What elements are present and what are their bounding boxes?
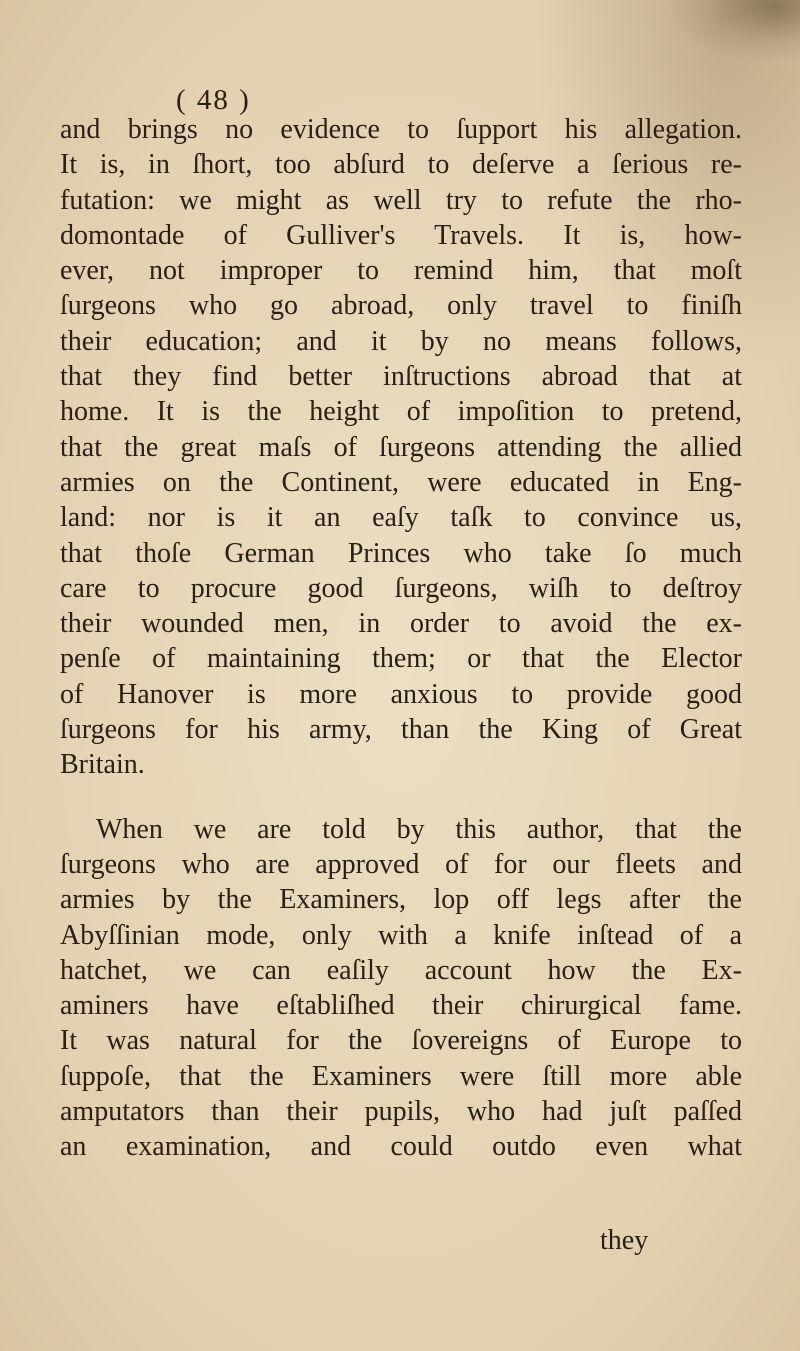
text-line: armies on the Continent, were educated in Eng- [60, 466, 742, 498]
text-line: When we are told by this author, that the [96, 813, 742, 845]
text-line: ſuppoſe, that the Examiners were ſtill more able [60, 1060, 742, 1092]
text-line: penſe of maintaining them; or that the Elector [60, 643, 742, 675]
text-line: an examination, and could outdo even what [60, 1131, 742, 1163]
text-line: ſurgeons for his army, than the King of Great [60, 714, 742, 746]
text-line: home. It is the height of impoſition to pretend, [60, 396, 742, 428]
text-line: Britain. [60, 749, 145, 781]
text-line: armies by the Examiners, lop off legs after the [60, 884, 742, 916]
text-line: land: nor is it an eaſy taſk to convince us, [60, 502, 742, 534]
text-line: that they find better inſtructions abroad that at [60, 361, 742, 393]
text-line: aminers have eſtabliſhed their chirurgical fame. [60, 990, 742, 1022]
text-line: hatchet, we can eaſily account how the Ex- [60, 954, 742, 986]
text-line: domontade of Gulliver's Travels. It is, how- [60, 219, 742, 251]
paragraph-2 [60, 812, 742, 1165]
text-line: their education; and it by no means follows, [60, 325, 742, 357]
text-line: Abyſſinian mode, only with a knife inſtead of a [60, 919, 742, 951]
paragraph-gap [60, 783, 742, 812]
page-number: ( 48 ) [176, 84, 251, 116]
text-line: ſurgeons who are approved of for our fleets and [60, 848, 742, 880]
paragraph-1 [60, 112, 742, 783]
catchword: they [600, 1225, 649, 1256]
text-line: that thoſe German Princes who take ſo much [60, 537, 742, 569]
text-line: futation: we might as well try to refute the rho- [60, 184, 742, 216]
text-line: ſurgeons who go abroad, only travel to finiſh [60, 290, 742, 322]
text-line: care to procure good ſurgeons, wiſh to deſtroy [60, 572, 742, 604]
text-line: and brings no evidence to ſupport his allegation. [60, 114, 742, 145]
corner-stain [670, 0, 800, 60]
text-line: that the great maſs of ſurgeons attending the allied [60, 431, 742, 463]
text-line: It is, in ſhort, too abſurd to deſerve a ſerious re- [60, 149, 742, 181]
text-line: It was natural for the ſovereigns of Europe to [60, 1025, 742, 1057]
text-line: of Hanover is more anxious to provide good [60, 678, 742, 710]
text-line: ever, not improper to remind him, that moſt [60, 255, 742, 287]
text-line: their wounded men, in order to avoid the ex- [60, 608, 742, 640]
body-text [60, 112, 742, 1165]
text-line: amputators than their pupils, who had juſt paſſed [60, 1096, 742, 1128]
